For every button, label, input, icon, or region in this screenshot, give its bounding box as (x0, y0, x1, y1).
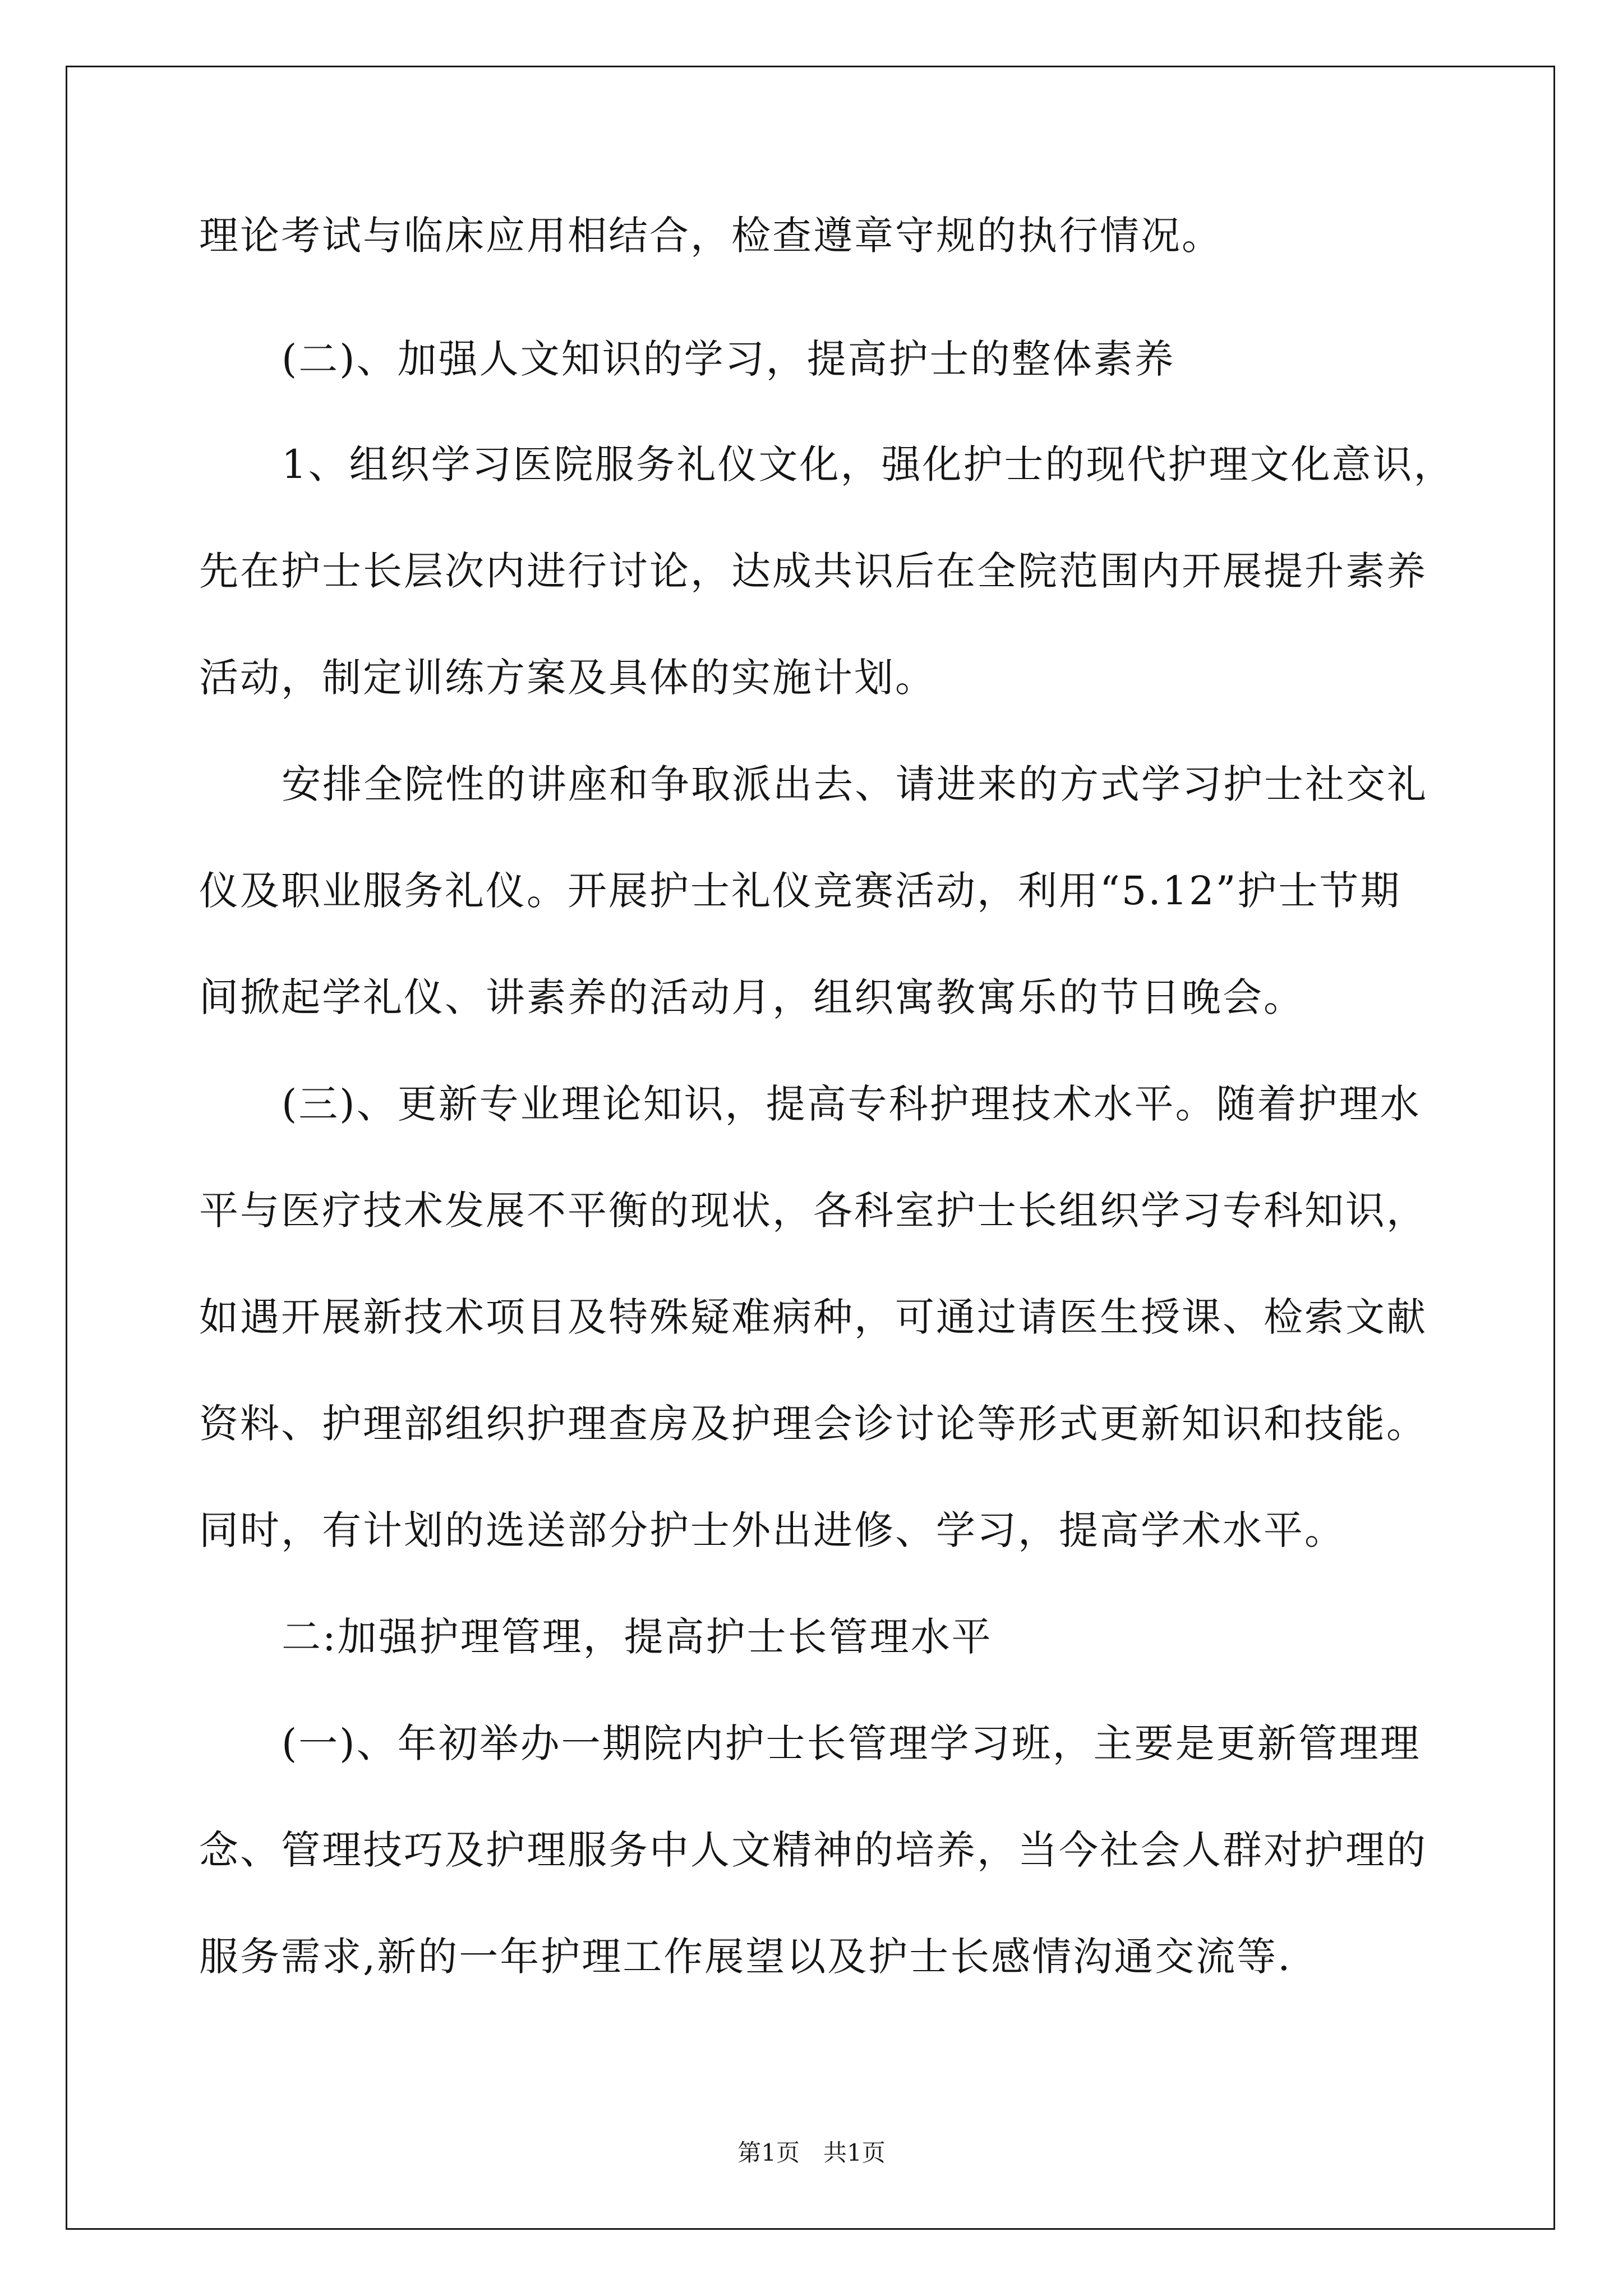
text-line: 如遇开展新技术项目及特殊疑难病种，可通过请医生授课、检索文献 (199, 1294, 1427, 1340)
text-line: 活动，制定训练方案及具体的实施计划。 (199, 655, 936, 701)
text-line: 先在护士长层次内进行讨论，达成共识后在全院范围内开展提升素养 (199, 548, 1427, 594)
text-line: 理论考试与临床应用相结合，检查遵章守规的执行情况。 (199, 213, 1223, 259)
page-border (66, 66, 1555, 2230)
page-number-footer: 第1页 共1页 (737, 2139, 886, 2166)
text-line: 平与医疗技术发展不平衡的现状，各科室护士长组织学习专科知识， (199, 1188, 1427, 1234)
text-line: 安排全院性的讲座和争取派出去、请进来的方式学习护士社交礼 (282, 761, 1428, 807)
text-line: 仪及职业服务礼仪。开展护士礼仪竞赛活动，利用“5.12”护士节期 (199, 868, 1401, 914)
text-line: 念、管理技巧及护理服务中人文精神的培养，当今社会人群对护理的 (199, 1827, 1427, 1873)
section-heading: (三)、更新专业理论知识，提高专科护理技术水平。随着护理水 (282, 1081, 1421, 1127)
text-line: 服务需求,新的一年护理工作展望以及护士长感情沟通交流等. (199, 1934, 1292, 1980)
section-heading: (一)、年初举办一期院内护士长管理学习班，主要是更新管理理 (282, 1720, 1421, 1766)
text-line: 资料、护理部组织护理查房及护理会诊讨论等形式更新知识和技能。 (199, 1401, 1427, 1447)
text-line: 1、组织学习医院服务礼仪文化，强化护士的现代护理文化意识， (282, 441, 1455, 487)
text-line: 间掀起学礼仪、讲素养的活动月，组织寓教寓乐的节日晚会。 (199, 974, 1304, 1020)
text-line: 同时，有计划的选送部分护士外出进修、学习，提高学术水平。 (199, 1507, 1345, 1553)
section-heading: 二:加强护理管理，提高护士长管理水平 (282, 1614, 993, 1660)
section-heading: (二)、加强人文知识的学习，提高护士的整体素养 (282, 336, 1175, 382)
